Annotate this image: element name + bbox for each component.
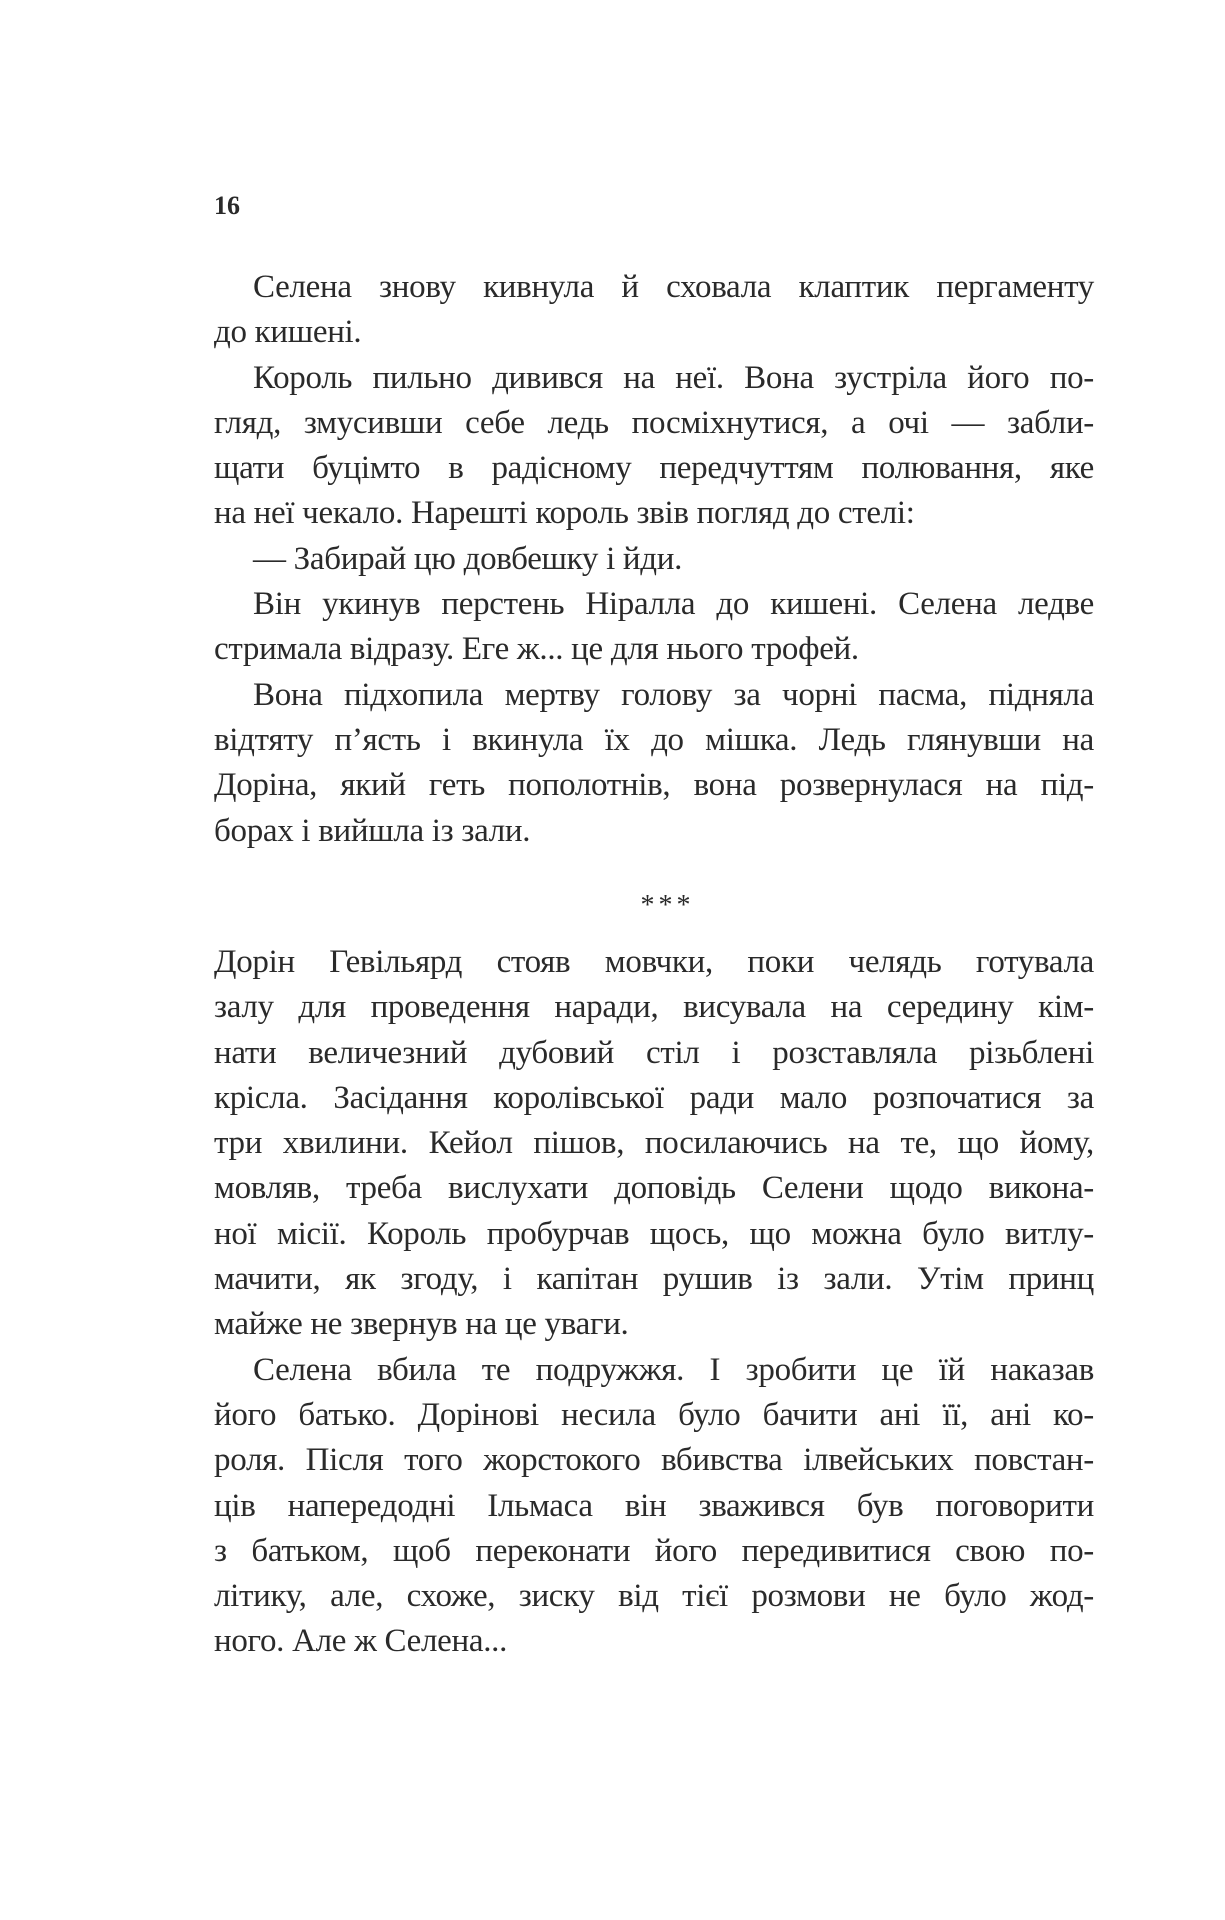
text-line: залу для проведення наради, висувала на середину кім- xyxy=(214,989,1094,1026)
page-number: 16 xyxy=(214,191,240,220)
text-section-2 xyxy=(214,940,1094,1665)
text-line: Вона підхопила мертву голову за чорні пасма, підняла xyxy=(253,676,1094,713)
paragraph xyxy=(214,1348,1094,1665)
section-separator: *** xyxy=(640,890,695,921)
text-line: ної місії. Король пробурчав щось, що можна було витлу- xyxy=(214,1215,1094,1252)
text-line: Доріна, який геть пополотнів, вона розвернулася на під- xyxy=(214,767,1094,804)
text-line: майже не звернув на це уваги. xyxy=(214,1306,629,1343)
text-line: Дорін Гевільярд стояв мовчки, поки челядь готувала xyxy=(214,944,1094,980)
text-line: три хвилини. Кейол пішов, посилаючись на те, що йому, xyxy=(214,1125,1094,1162)
text-line: ного. Але ж Селена... xyxy=(214,1623,508,1660)
text-line: Селена вбила те подружжя. І зробити це їй наказав xyxy=(253,1351,1094,1388)
text-line: крісла. Засідання королівської ради мало розпочатися за xyxy=(214,1079,1094,1116)
text-line: борах і вийшла із зали. xyxy=(214,812,531,849)
paragraph xyxy=(214,265,1094,356)
text-line: гляд, змусивши себе ледь посміхнутися, а очі — забли- xyxy=(214,404,1094,441)
text-line: Король пильно дивився на неї. Вона зустріла його по- xyxy=(253,359,1094,396)
paragraph xyxy=(214,940,1094,1348)
paragraph xyxy=(214,537,1094,582)
text-line: мачити, як згоду, і капітан рушив із зали. Утім принц xyxy=(214,1261,1094,1298)
paragraph xyxy=(214,356,1094,537)
text-line: — Забирай цю довбешку і йди. xyxy=(253,540,683,577)
text-line: до кишені. xyxy=(214,314,362,351)
text-line: з батьком, щоб переконати його передивитися свою по- xyxy=(214,1532,1094,1569)
text-line: мовляв, треба вислухати доповідь Селени щодо викона- xyxy=(214,1170,1094,1207)
text-section-1 xyxy=(214,265,1094,854)
text-line: Селена знову кивнула й сховала клаптик пергаменту xyxy=(253,269,1094,305)
text-line: на неї чекало. Нарешті король звів погляд до стелі: xyxy=(214,495,915,532)
text-line: його батько. Дорінові несила було бачити ані її, ані ко- xyxy=(214,1396,1094,1433)
text-line: відтяту п’ясть і вкинула їх до мішка. Ледь глянувши на xyxy=(214,721,1094,758)
text-line: нати величезний дубовий стіл і розставляла різьблені xyxy=(214,1034,1094,1071)
text-line: літику, але, схоже, зиску від тієї розмови не було жод- xyxy=(214,1578,1094,1615)
paragraph xyxy=(214,582,1094,673)
text-line: Він укинув перстень Ніралла до кишені. Селена ледве xyxy=(253,586,1094,623)
text-line: щати буцімто в радісному передчуттям полювання, яке xyxy=(214,450,1094,487)
text-line: роля. Після того жорстокого вбивства ілвейських повстан- xyxy=(214,1442,1094,1479)
text-line: ців напередодні Ільмаса він зважився був поговорити xyxy=(214,1487,1094,1524)
text-line: стримала відразу. Еге ж... це для нього трофей. xyxy=(214,631,859,668)
paragraph xyxy=(214,673,1094,854)
